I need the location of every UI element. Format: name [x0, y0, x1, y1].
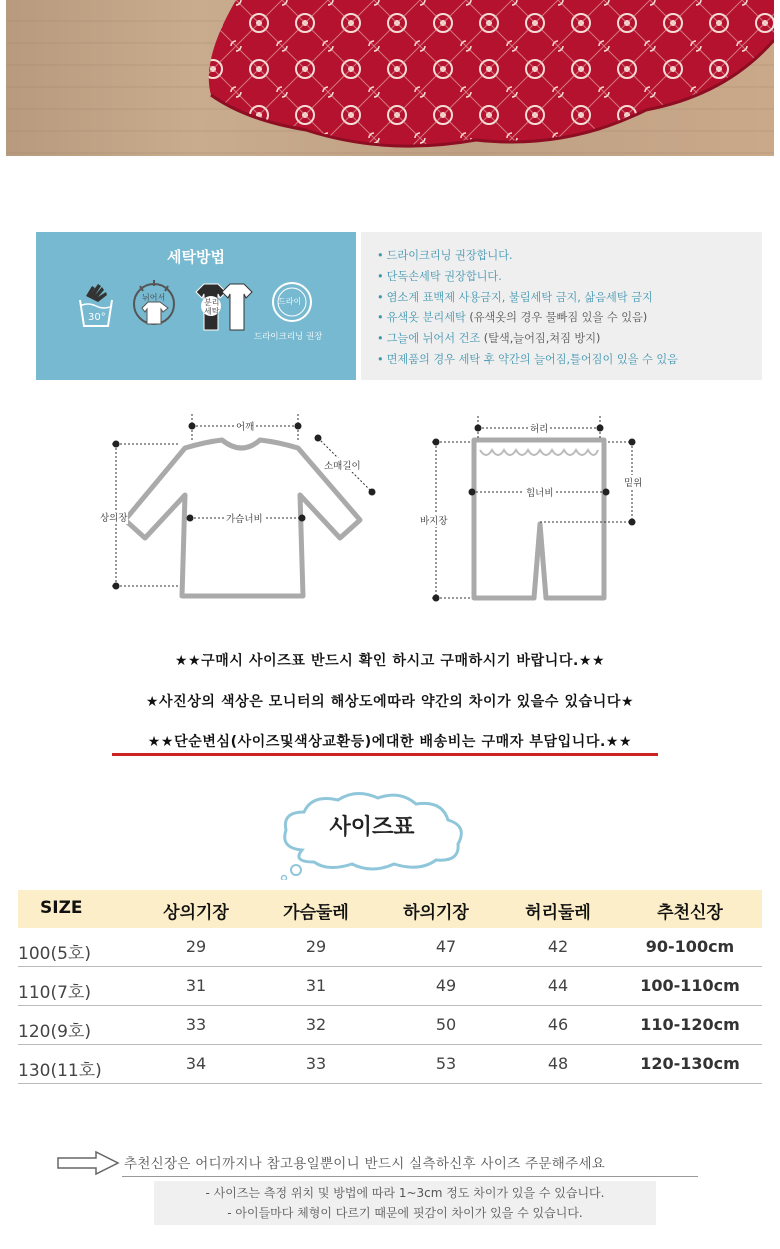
header-height: 추천신장	[657, 903, 723, 923]
hand-wash-icon	[76, 282, 116, 336]
cell-height: 110-120cm	[640, 1015, 740, 1034]
rise-label: 밑위	[624, 475, 642, 489]
footer-note: - 아이들마다 체형이 다르기 때문에 핏감이 차이가 있을 수 있습니다.	[227, 1206, 583, 1220]
header-bottom-length: 하의기장	[403, 903, 469, 923]
table-row	[18, 967, 762, 1006]
separate-wash-icon	[192, 280, 258, 340]
wash-item: • 단독손세탁 권장합니다.	[377, 269, 502, 283]
footer-recommendation: 추천신장은 어디까지나 참고용일뿐이니 반드시 실측하신후 사이즈 주문해주세요	[124, 1156, 606, 1172]
sleeve-length-label: 소매길이	[324, 458, 361, 472]
footer-notes	[154, 1181, 656, 1225]
table-row	[18, 1006, 762, 1045]
product-photo	[6, 0, 774, 156]
wring-dry-label: 뉘어서	[142, 293, 166, 302]
notice-size-check: ★★구매시 사이즈표 반드시 확인 하시고 구매하시기 바랍니다.★★	[174, 653, 606, 669]
cell-chest: 32	[305, 1015, 327, 1034]
wash-item: • 그늘에 뉘어서 건조 (탈색,늘어짐,쳐짐 방지)	[377, 332, 601, 346]
wring-dry-icon	[130, 278, 180, 338]
dry-clean-label: 드라이	[278, 297, 302, 306]
size-chart-title-text: 사이즈표	[329, 815, 415, 840]
footer-underline	[122, 1176, 698, 1177]
header-chest: 가슴둘레	[283, 903, 349, 923]
cell-chest: 31	[305, 976, 327, 995]
cell-height: 120-130cm	[640, 1054, 740, 1073]
wash-item: • 드라이크리닝 권장합니다.	[377, 249, 513, 262]
shoulder-label: 어깨	[234, 419, 256, 433]
cell-waist: 46	[547, 1015, 569, 1034]
pants-length-label: 바지장	[420, 513, 448, 527]
footer-note: - 사이즈는 측정 위치 및 방법에 따라 1~3cm 정도 차이가 있을 수 있습니다.	[205, 1186, 605, 1200]
cell-bottom-length: 50	[435, 1015, 457, 1034]
header-size: SIZE	[40, 898, 83, 918]
notice-color: ★사진상의 색상은 모니터의 해상도에따라 약간의 차이가 있을수 있습니다★	[145, 694, 635, 710]
cell-waist: 42	[547, 937, 569, 956]
arrow-right-icon	[56, 1150, 122, 1180]
wash-item: • 염소계 표백제 사용금지, 불림세탁 금지, 삶음세탁 금지	[377, 290, 653, 304]
cell-bottom-length: 47	[435, 937, 457, 956]
waist-label: 허리	[528, 421, 550, 435]
cell-size: 130(11호)	[18, 1061, 102, 1081]
cell-size: 120(9호)	[18, 1022, 91, 1042]
hand-wash-temp: 30°	[88, 312, 106, 323]
wash-item: • 면제품의 경우 세탁 후 약간의 늘어짐,틀어짐이 있을 수 있음	[377, 352, 678, 366]
separate-wash-label: 분리 세탁	[204, 298, 220, 316]
top-length-label: 상의장	[100, 510, 128, 524]
cell-size: 110(7호)	[18, 983, 91, 1003]
wash-icons-panel	[36, 232, 356, 380]
cell-height: 90-100cm	[645, 937, 735, 956]
cell-bottom-length: 53	[435, 1054, 457, 1073]
cell-top-length: 34	[185, 1054, 207, 1073]
cell-top-length: 33	[185, 1015, 207, 1034]
notice-shipping: ★★단순변심(사이즈및색상교환등)에대한 배송비는 구매자 부담입니다.★★	[147, 734, 633, 750]
dry-clean-icon	[270, 280, 314, 328]
cell-waist: 44	[547, 976, 569, 995]
fabric-photo-image	[6, 0, 774, 156]
cell-size: 100(5호)	[18, 944, 91, 964]
cell-top-length: 31	[185, 976, 207, 995]
table-header	[18, 890, 762, 928]
chest-width-label: 가슴너비	[224, 511, 265, 525]
size-chart-title	[272, 790, 472, 880]
cell-top-length: 29	[185, 937, 207, 956]
measurement-diagram	[0, 400, 780, 610]
header-top-length: 상의기장	[163, 903, 229, 923]
header-waist: 허리둘레	[525, 903, 591, 923]
hip-width-label: 힙너비	[524, 485, 556, 499]
cell-chest: 33	[305, 1054, 327, 1073]
cell-waist: 48	[547, 1054, 569, 1073]
table-row	[18, 1045, 762, 1084]
cell-height: 100-110cm	[640, 976, 740, 995]
wash-text-panel	[361, 232, 762, 380]
notice-underline	[112, 753, 658, 756]
wash-list	[361, 232, 762, 371]
dry-clean-caption: 드라이크리닝 권장	[254, 332, 323, 342]
wash-instructions	[36, 232, 762, 380]
size-table	[18, 890, 762, 1084]
cell-chest: 29	[305, 937, 327, 956]
table-row	[18, 928, 762, 967]
cell-bottom-length: 49	[435, 976, 457, 995]
measurement-illustration	[0, 400, 780, 610]
wash-item: • 유색옷 분리세탁 (유색옷의 경우 물빠짐 있을 수 있음)	[377, 311, 648, 325]
wash-title: 세탁방법	[167, 248, 225, 266]
